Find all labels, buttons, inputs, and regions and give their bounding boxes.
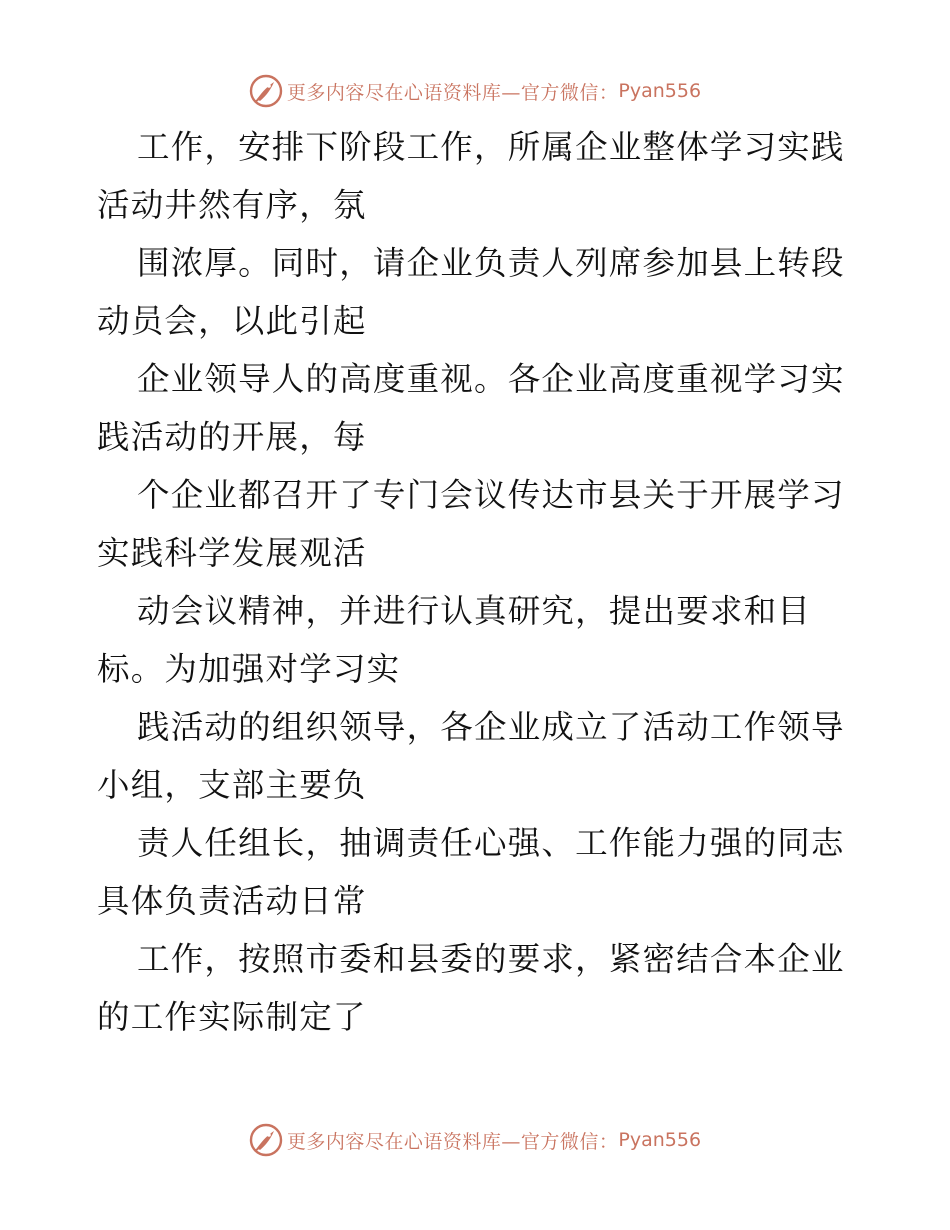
header-watermark xyxy=(0,71,950,111)
text-line: 标。为加强对学习实 xyxy=(97,650,401,688)
text-line: 责人任组长，抽调责任心强、工作能力强的同志 xyxy=(137,824,845,862)
pen-nib-logo-icon xyxy=(249,1123,283,1157)
text-line: 动会议精神，并进行认真研究，提出要求和目 xyxy=(137,592,812,630)
text-line: 的工作实际制定了 xyxy=(97,998,367,1036)
text-line: 动员会，以此引起 xyxy=(97,302,367,340)
text-line: 践活动的开展，每 xyxy=(97,418,367,456)
text-line: 践活动的组织领导，各企业成立了活动工作领导 xyxy=(137,708,845,746)
text-line: 工作，按照市委和县委的要求，紧密结合本企业 xyxy=(137,940,845,978)
text-line: 企业领导人的高度重视。各企业高度重视学习实 xyxy=(137,360,845,398)
text-line: 小组，支部主要负 xyxy=(97,766,367,804)
text-line: 围浓厚。同时，请企业负责人列席参加县上转段 xyxy=(137,244,845,282)
text-line: 实践科学发展观活 xyxy=(97,534,367,572)
text-line: 具体负责活动日常 xyxy=(97,882,367,920)
text-line: 活动井然有序，氛 xyxy=(97,186,367,224)
watermark-wechat-id: Pyan556 xyxy=(618,1129,702,1151)
watermark-wechat-id: Pyan556 xyxy=(618,80,702,102)
watermark-text: 更多内容尽在心语资料库—官方微信： xyxy=(286,81,619,104)
pen-nib-logo-icon xyxy=(249,74,283,108)
document-body xyxy=(97,118,857,1046)
footer-watermark xyxy=(0,1120,950,1160)
text-line: 工作，安排下阶段工作，所属企业整体学习实践 xyxy=(137,128,845,166)
watermark-text: 更多内容尽在心语资料库—官方微信： xyxy=(286,1130,619,1153)
text-line: 个企业都召开了专门会议传达市县关于开展学习 xyxy=(137,476,845,514)
